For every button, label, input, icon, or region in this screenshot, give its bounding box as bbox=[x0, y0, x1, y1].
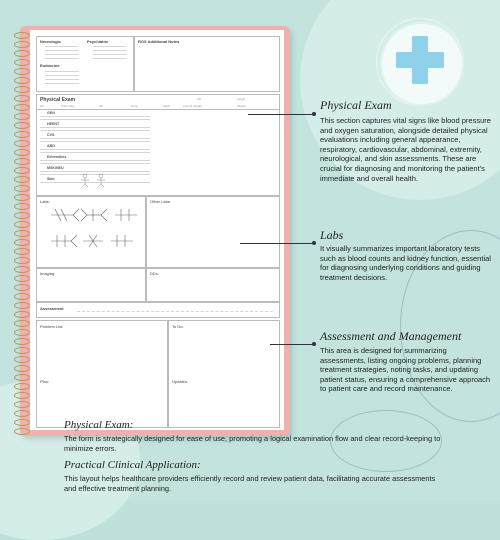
spiral-ring bbox=[14, 221, 30, 228]
spiral-ring bbox=[14, 428, 30, 435]
leader-line-assessment bbox=[270, 344, 314, 345]
vitals-label: Pulse Rate bbox=[61, 104, 75, 108]
spiral-ring bbox=[14, 257, 30, 264]
assessment-line bbox=[77, 311, 273, 312]
exam-line bbox=[40, 119, 150, 120]
problem-list-label: Problem List: bbox=[40, 324, 64, 329]
vitals-label: Current Weight bbox=[183, 104, 202, 108]
exam-line bbox=[40, 127, 150, 128]
callout-title-physical-exam: Physical Exam bbox=[320, 98, 392, 112]
exam-line bbox=[40, 149, 150, 150]
spiral-ring bbox=[14, 374, 30, 381]
ros-line bbox=[45, 54, 79, 55]
bottom-title-practical: Practical Clinical Application: bbox=[64, 459, 201, 471]
leader-dot bbox=[312, 342, 316, 346]
callout-text-assessment: This area is designed for summarizing assessments, listing ongoing problems, planning treatment strategies, noting tasks, and updating patient status, ensuring a comprehensive approach to patient care and record maintenance. bbox=[320, 346, 491, 394]
exam-section-gen: GEN bbox=[47, 111, 55, 115]
exam-line bbox=[40, 152, 150, 153]
assessment-box bbox=[36, 302, 280, 318]
spiral-ring bbox=[14, 311, 30, 318]
body-outline-icon bbox=[77, 173, 127, 187]
ros-line bbox=[93, 54, 127, 55]
vitals-label: HR bbox=[40, 104, 45, 108]
problem-plan-box bbox=[36, 320, 168, 428]
exam-line bbox=[40, 163, 150, 164]
callout-text-physical-exam: This section captures vital signs like blood pressure and oxygen saturation, alongside detailed physical evaluations including general appearance, respiratory, cardiovascular, abdominal, extremity, neurological, and skin assessments. These are crucial for diagnosing and monitoring the patient's immediate and overall health. bbox=[320, 116, 491, 183]
psychiatric-heading: Psychiatric bbox=[87, 39, 109, 44]
spiral-ring bbox=[14, 131, 30, 138]
exam-line bbox=[40, 130, 150, 131]
spiral-ring bbox=[14, 266, 30, 273]
ros-box bbox=[36, 36, 134, 92]
spiral-ring bbox=[14, 194, 30, 201]
spiral-ring bbox=[14, 86, 30, 93]
plan-label: Plan: bbox=[40, 379, 50, 384]
vitals-label: SpO2 bbox=[163, 104, 171, 108]
spiral-ring bbox=[14, 203, 30, 210]
exam-line bbox=[40, 171, 150, 172]
ddx-label: DDx: bbox=[150, 271, 159, 276]
spiral-ring bbox=[14, 158, 30, 165]
spiral-ring bbox=[14, 68, 30, 75]
ros-notes-box bbox=[134, 36, 280, 92]
spiral-ring bbox=[14, 167, 30, 174]
ddx-box bbox=[146, 268, 280, 302]
spiral-ring bbox=[14, 293, 30, 300]
exam-section-cvs: CVS bbox=[47, 133, 55, 137]
to-do-label: To Do: bbox=[172, 324, 184, 329]
ros-line bbox=[45, 71, 79, 72]
spiral-ring bbox=[14, 347, 30, 354]
ros-line bbox=[45, 79, 79, 80]
spiral-ring bbox=[14, 230, 30, 237]
exam-section-msk-neu: MSK/NEU bbox=[47, 166, 64, 170]
notebook bbox=[20, 26, 290, 436]
leader-line-labs bbox=[240, 243, 314, 244]
spiral-ring bbox=[14, 185, 30, 192]
spiral-ring bbox=[14, 392, 30, 399]
spiral-ring bbox=[14, 212, 30, 219]
spiral-ring bbox=[14, 419, 30, 426]
leader-line-physical-exam bbox=[248, 114, 314, 115]
ros-line bbox=[45, 83, 79, 84]
spiral-ring bbox=[14, 248, 30, 255]
spiral-ring bbox=[14, 401, 30, 408]
divider bbox=[37, 109, 279, 110]
neurologic-heading: Neurologic bbox=[40, 39, 61, 44]
vitals-label: Height bbox=[237, 97, 246, 101]
medical-cross-icon bbox=[396, 52, 444, 68]
other-labs-label: Other Labs: bbox=[150, 199, 171, 204]
imaging-box bbox=[36, 268, 146, 302]
endocrine-heading: Endocrine bbox=[40, 63, 60, 68]
callout-title-assessment: Assessment and Management bbox=[320, 329, 462, 343]
spiral-ring bbox=[14, 149, 30, 156]
lab-fishbone-diagrams bbox=[43, 203, 141, 263]
ros-line bbox=[93, 50, 127, 51]
vitals-label: Temp bbox=[131, 104, 138, 108]
vitals-label: RR bbox=[99, 104, 104, 108]
spiral-ring bbox=[14, 320, 30, 327]
exam-line bbox=[40, 116, 150, 117]
ros-line bbox=[45, 58, 79, 59]
ros-line bbox=[45, 46, 79, 47]
exam-line bbox=[40, 141, 150, 142]
spiral-ring bbox=[14, 383, 30, 390]
spiral-ring bbox=[14, 302, 30, 309]
spiral-ring bbox=[14, 32, 30, 39]
todo-updates-box bbox=[168, 320, 280, 428]
spiral-ring bbox=[14, 338, 30, 345]
spiral-ring bbox=[14, 104, 30, 111]
ros-line bbox=[93, 58, 127, 59]
spiral-binding bbox=[14, 32, 30, 437]
spiral-ring bbox=[14, 122, 30, 129]
spiral-ring bbox=[14, 356, 30, 363]
callout-title-labs: Labs bbox=[320, 228, 344, 242]
exam-section-skin: Skin bbox=[47, 177, 55, 181]
exam-section-abd: ABD bbox=[47, 144, 55, 148]
spiral-ring bbox=[14, 95, 30, 102]
spiral-ring bbox=[14, 50, 30, 57]
other-labs-box bbox=[146, 196, 280, 268]
bottom-text-practical: This layout helps healthcare providers efficiently record and review patient data, facilitating accurate assessments and effective treatment planning. bbox=[64, 474, 436, 493]
labs-box bbox=[36, 196, 146, 268]
spiral-ring bbox=[14, 365, 30, 372]
spiral-ring bbox=[14, 176, 30, 183]
spiral-ring bbox=[14, 77, 30, 84]
vitals-label: Weight bbox=[237, 104, 246, 108]
ros-line bbox=[45, 50, 79, 51]
exam-section-extremities: Extremities bbox=[47, 155, 67, 159]
exam-line bbox=[40, 160, 150, 161]
leader-dot bbox=[312, 241, 316, 245]
spiral-ring bbox=[14, 239, 30, 246]
exam-section-heent: HEENT bbox=[47, 122, 60, 126]
exam-line bbox=[40, 138, 150, 139]
ros-line bbox=[93, 46, 127, 47]
spiral-ring bbox=[14, 410, 30, 417]
bottom-text-physical-exam: The form is strategically designed for ease of use, promoting a logical examination flow and clear record-keeping to minimize errors. bbox=[64, 434, 441, 453]
spiral-ring bbox=[14, 113, 30, 120]
vitals-label: HR bbox=[197, 97, 202, 101]
spiral-ring bbox=[14, 41, 30, 48]
imaging-label: Imaging: bbox=[40, 271, 56, 276]
spiral-ring bbox=[14, 140, 30, 147]
ros-notes-heading: ROS Additional Notes bbox=[138, 39, 180, 44]
ros-line bbox=[45, 75, 79, 76]
physical-exam-heading: Physical Exam bbox=[40, 97, 76, 103]
leader-dot bbox=[312, 112, 316, 116]
labs-label: Labs: bbox=[40, 199, 50, 204]
spiral-ring bbox=[14, 284, 30, 291]
bottom-title-physical-exam: Physical Exam: bbox=[64, 419, 134, 431]
spiral-ring bbox=[14, 329, 30, 336]
assessment-label: Assessment bbox=[40, 306, 64, 311]
notebook-page bbox=[30, 30, 284, 430]
spiral-ring bbox=[14, 275, 30, 282]
updates-label: Updates: bbox=[172, 379, 189, 384]
physical-exam-box bbox=[36, 94, 280, 196]
callout-text-labs: It visually summarizes important laboratory tests such as blood counts and kidney function, essential for diagnosing underlying conditions and guiding treatment decisions. bbox=[320, 244, 491, 282]
spiral-ring bbox=[14, 59, 30, 66]
